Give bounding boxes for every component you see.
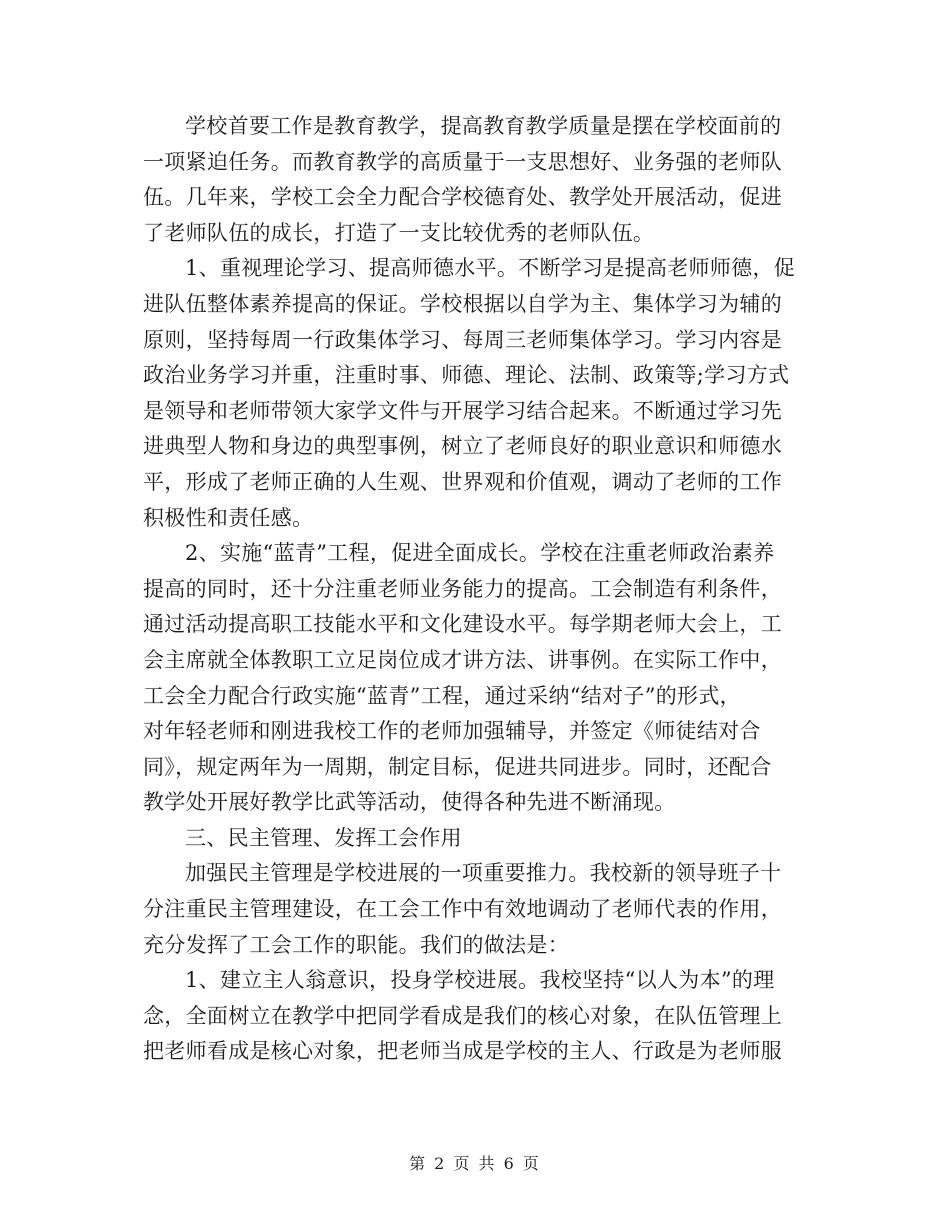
paragraph-line: 提高的同时，还十分注重老师业务能力的提高。工会制造有利条件， bbox=[143, 576, 782, 601]
paragraph-line: 2、实施“蓝青”工程，促进全面成长。学校在注重老师政治素养 bbox=[185, 541, 775, 566]
paragraph-line: 1、重视理论学习、提高师德水平。不断学习是提高老师师德，促 bbox=[185, 256, 796, 281]
paragraph-line: 念，全面树立在教学中把同学看成是我们的核心对象，在队伍管理上 bbox=[143, 1003, 782, 1028]
paragraph-line: 教学处开展好教学比武等活动，使得各种先进不断涌现。 bbox=[143, 790, 676, 815]
paragraph-line: 是领导和老师带领大家学文件与开展学习结合起来。不断通过学习先 bbox=[143, 398, 782, 423]
paragraph-line: 原则，坚持每周一行政集体学习、每周三老师集体学习。学习内容是 bbox=[143, 327, 782, 352]
page-number-footer: 第 2 页 共 6 页 bbox=[409, 1154, 541, 1173]
paragraph-line: 分注重民主管理建设，在工会工作中有效地调动了老师代表的作用， bbox=[143, 897, 782, 922]
paragraph-line: 通过活动提高职工技能水平和文化建设水平。每学期老师大会上，工 bbox=[143, 612, 782, 637]
paragraph-line: 工会全力配合行政实施“蓝青”工程，通过采纳“结对子”的形式， bbox=[143, 683, 741, 708]
paragraph-line: 同》，规定两年为一周期，制定目标，促进共同进步。同时，还配合 bbox=[143, 754, 772, 779]
section-heading: 三、民主管理、发挥工会作用 bbox=[185, 825, 462, 850]
paragraph-line: 1、建立主人翁意识，投身学校进展。我校坚持“以人为本”的理 bbox=[185, 968, 775, 993]
paragraph-line: 会主席就全体教职工立足岗位成才讲方法、讲事例。在实际工作中， bbox=[143, 647, 782, 672]
paragraph-line: 积极性和责任感。 bbox=[143, 505, 314, 530]
paragraph-line: 把老师看成是核心对象，把老师当成是学校的主人、行政是为老师服 bbox=[143, 1039, 782, 1064]
paragraph-line: 学校首要工作是教育教学，提高教育教学质量是摆在学校面前的 bbox=[185, 114, 782, 138]
paragraph-line: 伍。几年来，学校工会全力配合学校德育处、教学处开展活动，促进 bbox=[143, 185, 782, 210]
paragraph-line: 一项紧迫任务。而教育教学的高质量于一支思想好、业务强的老师队 bbox=[143, 149, 782, 174]
paragraph-line: 对年轻老师和刚进我校工作的老师加强辅导，并签定《师徒结对合 bbox=[143, 719, 761, 744]
paragraph-line: 充分发挥了工会工作的职能。我们的做法是： bbox=[143, 932, 569, 957]
paragraph-line: 了老师队伍的成长，打造了一支比较优秀的老师队伍。 bbox=[143, 220, 655, 245]
paragraph-line: 加强民主管理是学校进展的一项重要推力。我校新的领导班子十 bbox=[185, 861, 782, 886]
paragraph-line: 政治业务学习并重，注重时事、师德、理论、法制、政策等;学习方式 bbox=[143, 363, 790, 388]
paragraph-line: 进典型人物和身边的典型事例，树立了老师良好的职业意识和师德水 bbox=[143, 434, 782, 459]
paragraph-line: 平，形成了老师正确的人生观、世界观和价值观，调动了老师的工作 bbox=[143, 469, 782, 494]
paragraph-line: 进队伍整体素养提高的保证。学校根据以自学为主、集体学习为辅的 bbox=[143, 291, 782, 316]
document-body bbox=[143, 109, 808, 1070]
